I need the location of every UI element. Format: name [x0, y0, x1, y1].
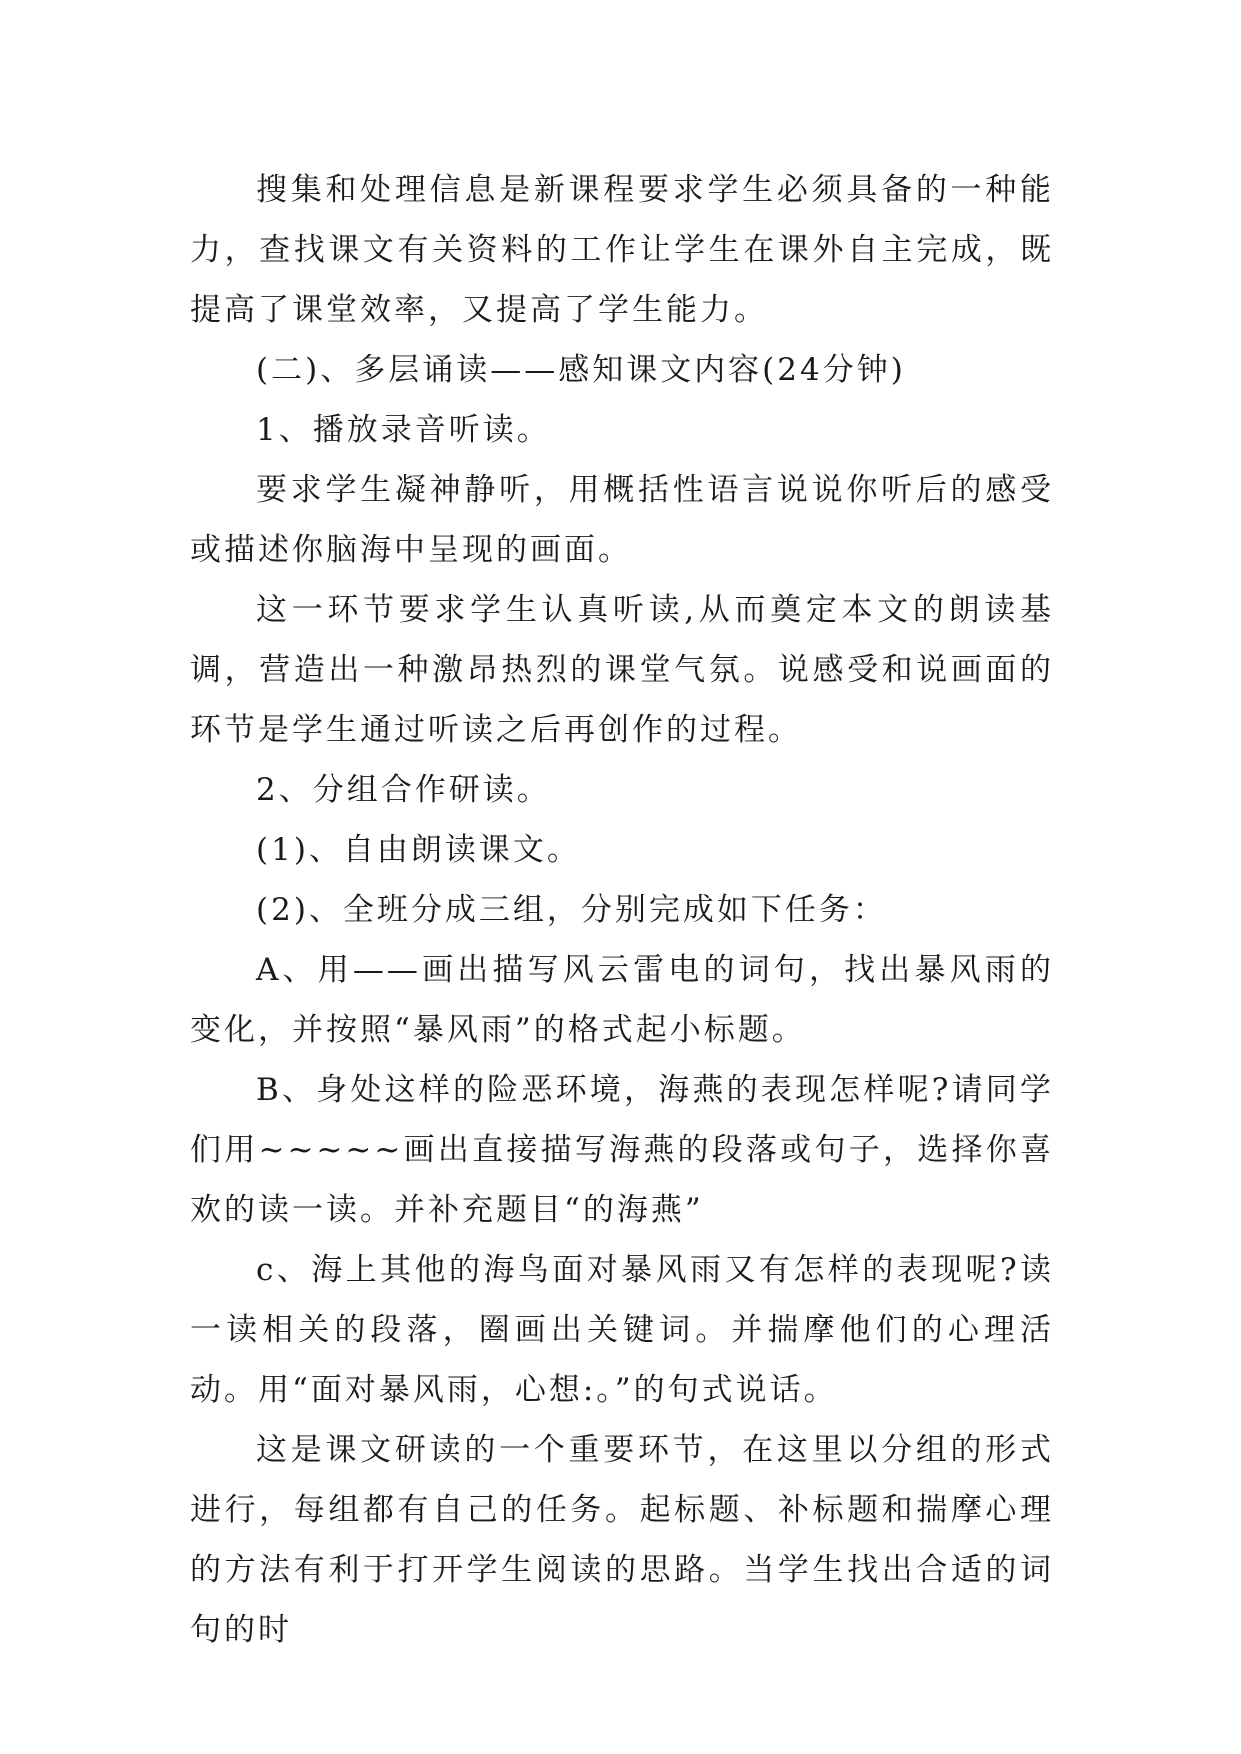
task-c: c、海上其他的海鸟面对暴风雨又有怎样的表现呢?读一读相关的段落，圈画出关键词。并揣摩他们的心理活动。用“面对暴风雨，心想:。”的句式说话。: [190, 1252, 1054, 1408]
substep-2-group-tasks: (2)、全班分成三组，分别完成如下任务：: [256, 892, 887, 928]
paragraph-listen-purpose: 这一环节要求学生认真听读,从而奠定本文的朗读基调，营造出一种激昂热烈的课堂气氛。说感受和说画面的环节是学生通过听读之后再创作的过程。: [190, 592, 1054, 748]
task-b: B、身处这样的险恶环境，海燕的表现怎样呢?请同学们用~~~~~画出直接描写海燕的段落或句子，选择你喜欢的读一读。并补充题目“的海燕”: [190, 1072, 1054, 1228]
paragraph-info-ability: 搜集和处理信息是新课程要求学生必须具备的一种能力，查找课文有关资料的工作让学生在课外自主完成，既提高了课堂效率，又提高了学生能力。: [190, 172, 1054, 328]
section-heading-reading: (二)、多层诵读——感知课文内容(24分钟): [256, 352, 906, 388]
substep-1-free-reading: (1)、自由朗读课文。: [256, 832, 581, 868]
step-1-listen: 1、播放录音听读。: [256, 412, 551, 448]
paragraph-listen-requirement: 要求学生凝神静听，用概括性语言说说你听后的感受或描述你脑海中呈现的画面。: [190, 472, 1054, 568]
document-body: [190, 160, 1054, 1660]
task-a: A、用——画出描写风云雷电的词句，找出暴风雨的变化，并按照“暴风雨”的格式起小标题。: [190, 952, 1054, 1048]
step-2-group-study: 2、分组合作研读。: [256, 772, 551, 808]
paragraph-study-summary: 这是课文研读的一个重要环节，在这里以分组的形式进行，每组都有自己的任务。起标题、补标题和揣摩心理的方法有利于打开学生阅读的思路。当学生找出合适的词句的时: [190, 1432, 1054, 1648]
